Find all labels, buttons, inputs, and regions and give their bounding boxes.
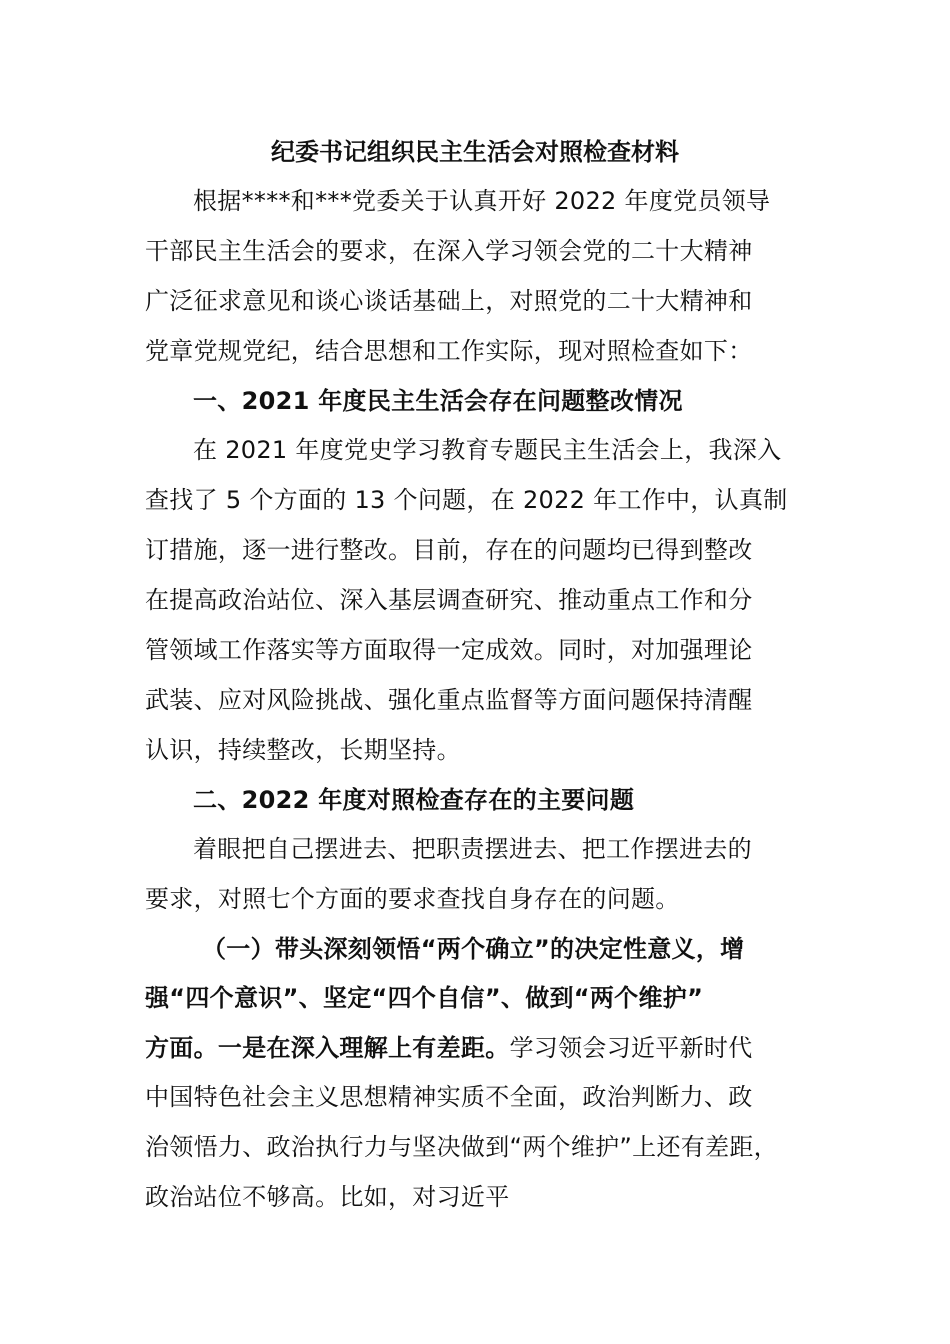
subsection-1-point-text: 学习领会习近平新时代 bbox=[509, 1034, 753, 1062]
intro-line: 干部民主生活会的要求，在深入学习领会党的二十大精神 bbox=[145, 237, 753, 265]
intro-line: 广泛征求意见和谈心谈话基础上，对照党的二十大精神和 bbox=[145, 287, 753, 315]
section-1-line: 订措施，逐一进行整改。目前，存在的问题均已得到整改 bbox=[145, 536, 753, 564]
section-1-line: 认识，持续整改，长期坚持。 bbox=[145, 736, 461, 764]
section-1-line: 管领域工作落实等方面取得一定成效。同时，对加强理论 bbox=[145, 636, 753, 664]
subsection-1-mixed-line bbox=[145, 1027, 807, 1069]
document-title: 纪委书记组织民主生活会对照检查材料 bbox=[271, 138, 679, 166]
section-2-line: 要求，对照七个方面的要求查找自身存在的问题。 bbox=[145, 885, 680, 913]
section-2-heading: 二、2022 年度对照检查存在的主要问题 bbox=[193, 786, 635, 814]
subsection-1-point-label: 方面。一是在深入理解上有差距。 bbox=[145, 1034, 510, 1062]
intro-line: 根据****和***党委关于认真开好 2022 年度党员领导 bbox=[193, 187, 771, 215]
section-1-line: 查找了 5 个方面的 13 个问题，在 2022 年工作中，认真制 bbox=[145, 486, 788, 514]
section-1-line: 武装、应对风险挑战、强化重点监督等方面问题保持清醒 bbox=[145, 686, 753, 714]
subsection-1-line: 治领悟力、政治执行力与坚决做到“两个维护”上还有差距， bbox=[145, 1133, 778, 1161]
subsection-1-heading-line: 强“四个意识”、坚定“四个自信”、做到“两个维护” bbox=[145, 984, 704, 1012]
intro-line: 党章党规党纪，结合思想和工作实际，现对照检查如下： bbox=[145, 337, 753, 365]
section-1-line: 在提高政治站位、深入基层调查研究、推动重点工作和分 bbox=[145, 586, 753, 614]
subsection-1-line: 中国特色社会主义思想精神实质不全面，政治判断力、政 bbox=[145, 1083, 753, 1111]
section-2-line: 着眼把自己摆进去、把职责摆进去、把工作摆进去的 bbox=[193, 835, 752, 863]
section-1-line: 在 2021 年度党史学习教育专题民主生活会上，我深入 bbox=[193, 436, 782, 464]
section-1-heading: 一、2021 年度民主生活会存在问题整改情况 bbox=[193, 387, 683, 415]
subsection-1-line: 政治站位不够高。比如，对习近平 bbox=[145, 1183, 510, 1211]
subsection-1-heading-line: （一）带头深刻领悟“两个确立”的决定性意义，增 bbox=[202, 935, 745, 963]
